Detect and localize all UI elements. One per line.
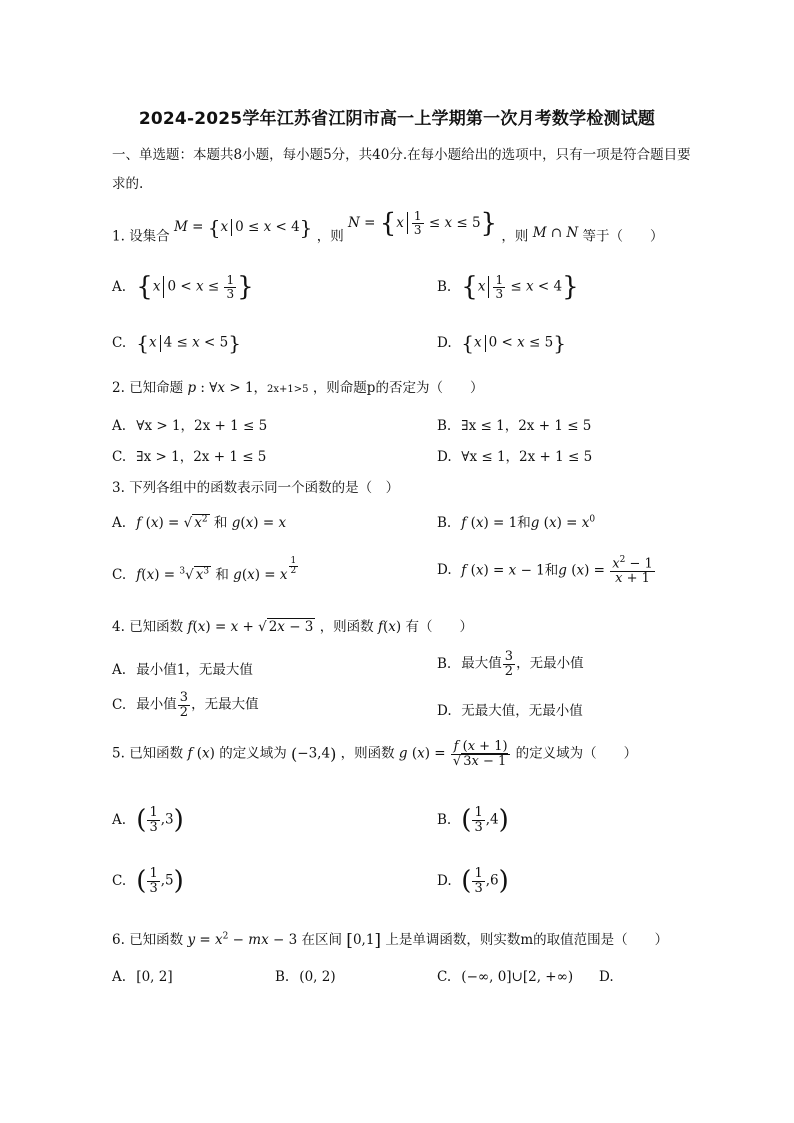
option-label: A. [112, 515, 127, 531]
q6-option-c[interactable] [437, 969, 573, 985]
question-6: 6. 已知函数 $y = x^2$ − mx − 3 在区间 [0,1] 上是单调函数，则实数m的取值范围是（ ） [112, 930, 669, 951]
q6-option-b[interactable] [275, 969, 336, 985]
question-text: 的定义域为（ ） [515, 745, 638, 762]
q6-option-d[interactable] [599, 969, 619, 985]
interval-end: 6 [490, 872, 499, 889]
q5-option-c[interactable]: C. ( $\frac{1}{3}$ ,5) [112, 865, 184, 896]
option-text: ∃x ≤ 1，2x + 1 ≤ 5 [461, 418, 592, 434]
question-number: 1. [112, 228, 125, 245]
question-text: 已知函数 [129, 745, 184, 762]
question-4: 4. 已知函数 f(x) = x + √ 2x − 3 ，则函数 f(x) 有（ ） [112, 619, 473, 635]
question-number: 4. [112, 619, 125, 635]
q3-option-a[interactable]: A. f (x) = √ $x^2$ 和 g(x) = x [112, 514, 287, 531]
option-text: (0, 2) [299, 969, 336, 985]
question-text: 上是单调函数，则实数m的取值范围是（ ） [385, 932, 669, 948]
option-label: D. [437, 703, 452, 719]
question-text: ，则函数 [319, 619, 374, 635]
option-label: C. [112, 449, 127, 465]
interval-end: 4 [490, 811, 499, 828]
option-text: ∀x > 1，2x + 1 ≤ 5 [136, 418, 268, 434]
option-label: B. [437, 515, 452, 531]
option-label: D. [437, 872, 452, 889]
function-formula: f(x) = x + √ 2x − 3 [187, 619, 314, 635]
question-5: 5. 已知函数 f (x) 的定义域为 (−3,4) ，则函数 g (x) = $\frac{f (x + 1)}{√ 3x - 1}$ 的定义域为（ ） [112, 739, 638, 769]
q1-option-d[interactable]: D. {x 0 < x ≤ 5} [437, 331, 566, 355]
set-m-formula: M = {x 0 ≤ x < 4} [173, 215, 313, 239]
q2-option-c[interactable] [112, 445, 266, 465]
option-text: [0, 2] [136, 969, 173, 985]
option-text: 无最大值，无最小值 [461, 703, 583, 719]
question-text: 在区间 [301, 932, 342, 948]
q2-option-b[interactable] [437, 414, 591, 434]
connector: 和 [517, 515, 531, 531]
option-text: (−∞, 0]∪[2, +∞) [461, 969, 574, 985]
question-text: 的定义域为 [219, 745, 287, 762]
q5-option-b[interactable]: B. ( $\frac{1}{3}$ ,4) [437, 804, 509, 835]
option-label: B. [275, 969, 290, 985]
option-label: B. [437, 278, 452, 295]
q4-option-d[interactable] [437, 699, 583, 719]
question-text: 下列各组中的函数表示同一个函数的是（ ） [129, 480, 400, 496]
option-text: 最大值 [461, 655, 502, 672]
connector: 和 [213, 515, 228, 531]
proposition-formula: p : ∀x > 1，2x+1>5 [187, 380, 309, 396]
q2-option-a[interactable] [112, 414, 267, 434]
option-label: C. [112, 334, 127, 351]
option-text: ，无最小值 [516, 655, 584, 672]
question-text: ，则 [501, 228, 529, 245]
q5-option-a[interactable]: A. ( $\frac{1}{3}$ ,3) [112, 804, 184, 835]
question-text: ，则命题p的否定为（ ） [312, 380, 484, 396]
option-label: A. [112, 662, 127, 678]
option-label: A. [112, 418, 127, 434]
q4-option-a[interactable] [112, 658, 253, 678]
q4-option-c[interactable]: C. 最小值 $\frac{3}{2}$ ，无最大值 [112, 690, 259, 720]
option-label: D. [437, 334, 452, 351]
q6-option-a[interactable] [112, 969, 173, 985]
interval-end: 5 [165, 872, 174, 889]
question-1 [112, 208, 664, 252]
connector: 和 [215, 567, 229, 583]
option-label: B. [437, 418, 452, 434]
interval-end: 3 [165, 811, 174, 828]
q1-option-c[interactable]: C. {x 4 ≤ x < 5} [112, 331, 241, 355]
question-text: 等于（ ） [582, 228, 664, 245]
option-label: C. [437, 969, 452, 985]
option-label: B. [437, 811, 452, 828]
question-number: 3. [112, 480, 125, 496]
question-number: 6. [112, 932, 125, 948]
intersection-formula: M ∩ N [532, 224, 579, 241]
question-number: 2. [112, 380, 125, 396]
option-text: ∀x ≤ 1，2x + 1 ≤ 5 [461, 449, 593, 465]
q1-option-b[interactable]: B. {x $\frac{1}{3}$ ≤ x < 4} [437, 272, 579, 302]
option-label: D. [437, 449, 452, 465]
option-label: C. [112, 872, 127, 889]
option-text: 最小值1，无最大值 [136, 662, 253, 678]
question-2 [112, 376, 483, 396]
option-text: ，无最大值 [191, 696, 259, 713]
q4-option-b[interactable]: B. 最大值 $\frac{3}{2}$ ，无最小值 [437, 649, 584, 679]
q3-option-c[interactable]: C. f(x) = $^3$√ $x^3$ 和 g(x) = x $^{\frac{1}{2}}$ [112, 555, 297, 583]
question-number: 5. [112, 745, 125, 762]
option-label: A. [112, 969, 127, 985]
connector: 和 [544, 562, 559, 579]
option-label: B. [437, 655, 452, 672]
option-label: D. [599, 969, 614, 985]
question-text: 有（ ） [405, 619, 473, 635]
option-label: A. [112, 278, 127, 295]
q3-option-d[interactable]: D. f (x) = x − 1和g (x) = $\frac{x^2 - 1}{x + 1}$ [437, 555, 653, 586]
option-text: 最小值 [136, 696, 177, 713]
option-label: C. [112, 567, 127, 583]
set-n-formula: N = {x $\frac{1}{3}$ ≤ x ≤ 5} [348, 208, 498, 238]
function-formula: $y = x^2$ − mx − 3 [187, 931, 298, 948]
page-title: 2024-2025学年江苏省江阴市高一上学期第一次月考数学检测试题 [138, 109, 656, 129]
question-text: 已知函数 [129, 619, 184, 635]
q2-option-d[interactable] [437, 445, 592, 465]
q1-option-a[interactable]: A. {x 0 < x ≤ $\frac{1}{3}$ } [112, 272, 254, 302]
q5-option-d[interactable]: D. ( $\frac{1}{3}$ ,6) [437, 865, 509, 896]
option-text: ∃x > 1，2x + 1 ≤ 5 [136, 449, 267, 465]
question-text: 已知命题 [129, 380, 184, 396]
question-3 [112, 476, 399, 496]
q3-option-b[interactable]: B. f (x) = 1和g $(x) = x^0$ [437, 514, 596, 531]
option-label: D. [437, 562, 452, 579]
option-label: C. [112, 696, 127, 713]
question-text: 设集合 [129, 228, 170, 245]
option-label: A. [112, 811, 127, 828]
section-heading: 一、单选题：本题共8小题，每小题5分，共40分.在每小题给出的选项中，只有一项是符合题目要求的. [112, 147, 691, 192]
question-text: ，则函数 [340, 745, 395, 762]
question-text: ，则 [316, 228, 344, 245]
question-text: 已知函数 [129, 932, 184, 948]
